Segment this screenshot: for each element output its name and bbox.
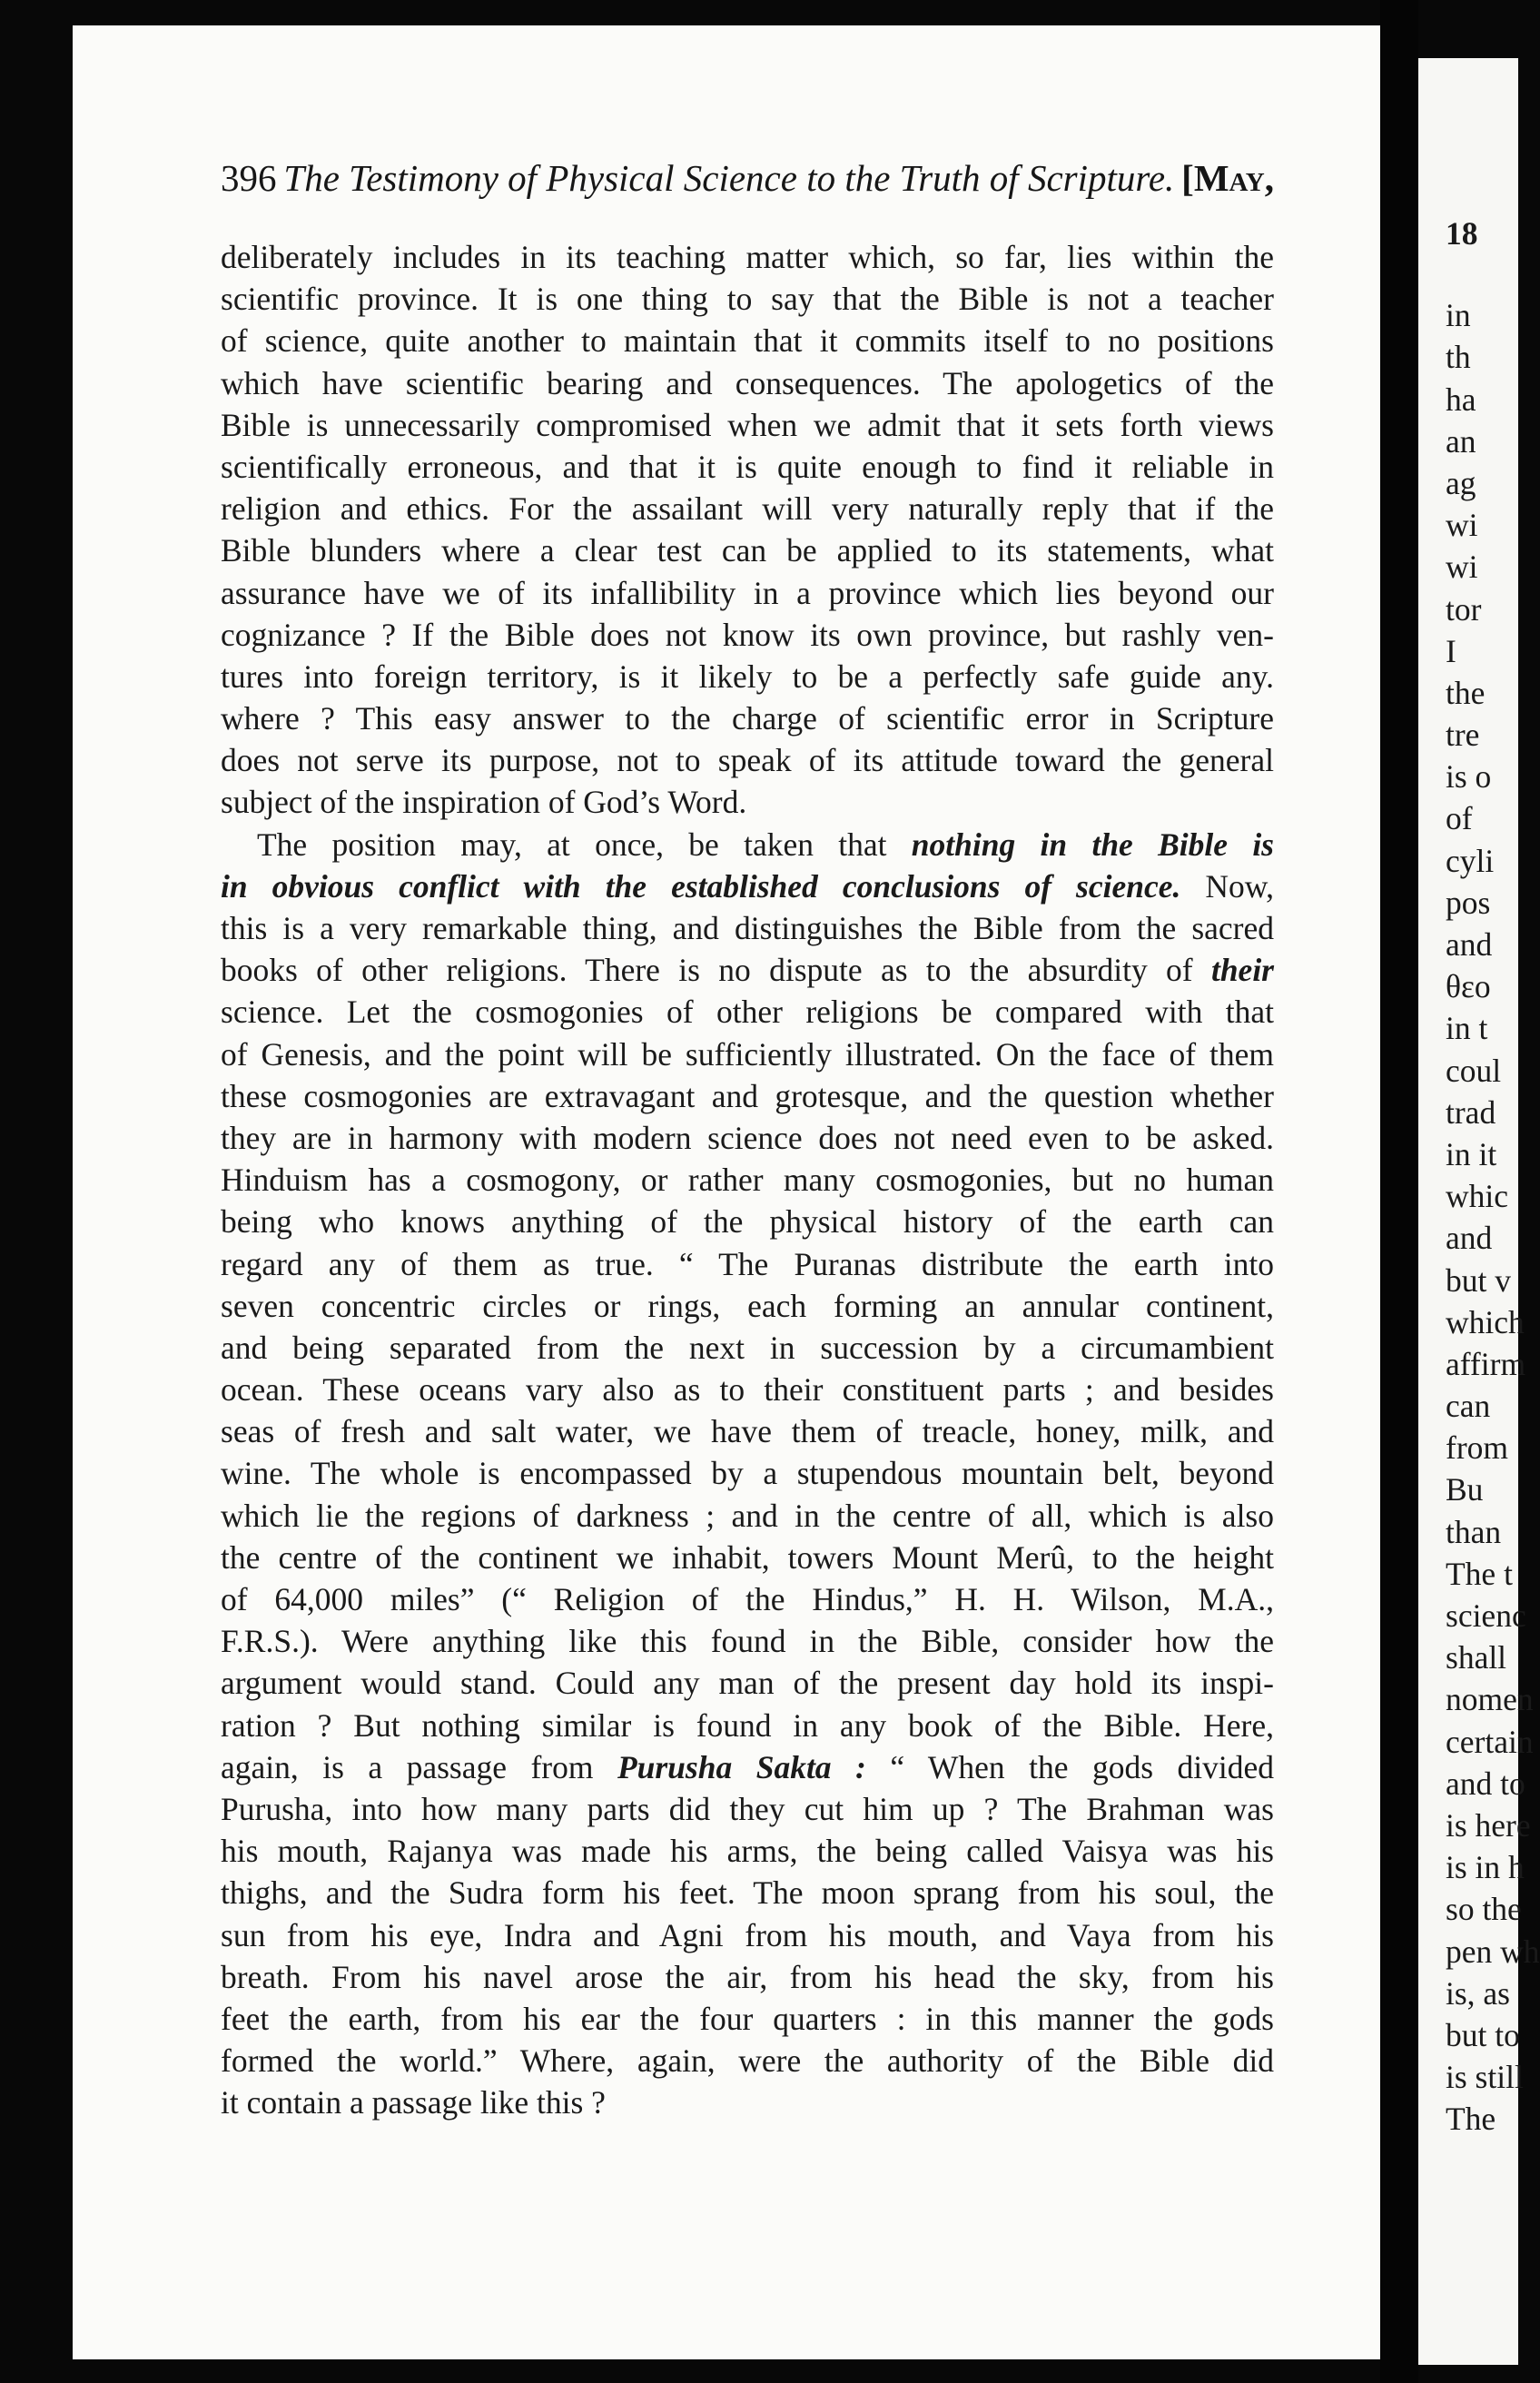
paragraph-1 (221, 236, 1274, 824)
facing-page-text (1446, 213, 1540, 2140)
facing-page-line-fragment: can (1446, 1388, 1491, 1425)
text-line: Bible is unnecessarily compromised when we admit that it sets forth views (221, 406, 1274, 443)
emphasis-run: in obvious conflict with the established conclusions of science. (221, 867, 1181, 905)
text-line (221, 865, 1274, 907)
facing-page-line-fragment: wi (1446, 507, 1478, 544)
text-line: seven concentric circles or rings, each forming an annular continent, (221, 1287, 1274, 1324)
paragraph-2 (221, 824, 1274, 2124)
text-line: his mouth, Rajanya was made his arms, the being called Vaisya was his (221, 1833, 1274, 1870)
text-line: assurance have we of its infallibility in a province which lies beyond our (221, 574, 1274, 611)
text-line (221, 1746, 1274, 1788)
text-line: this is a very remarkable thing, and distinguishes the Bible from the sacred (221, 910, 1274, 946)
text-line: sun from his eye, Indra and Agni from his mouth, and Vaya from his (221, 1916, 1274, 1953)
facing-page-line-fragment: th (1446, 339, 1471, 376)
facing-page-line-fragment: scienc (1446, 1597, 1526, 1634)
text-run: The position may, at once, be taken that (257, 826, 912, 863)
facing-page-line-fragment: in (1446, 297, 1471, 334)
text-line: Hinduism has a cosmogony, or rather many cosmogonies, but no human (221, 1162, 1274, 1199)
text-line: Bible blunders where a clear test can be applied to its statements, what (221, 532, 1274, 569)
facing-page (1418, 58, 1540, 2365)
facing-page-line-fragment: the (1446, 674, 1486, 711)
text-line: feet the earth, from his ear the four quarters : in this manner the gods (221, 2000, 1274, 2037)
facing-page-line-fragment: of (1446, 800, 1473, 837)
facing-page-line-fragment: ag (1446, 464, 1476, 501)
text-line: ration ? But nothing similar is found in any book of the Bible. Here, (221, 1706, 1274, 1744)
facing-page-line-fragment: from (1446, 1429, 1509, 1467)
facing-page-line-fragment: but to (1446, 2016, 1520, 2053)
facing-page-line-fragment: trad (1446, 1093, 1496, 1131)
facing-page-line-fragment: cyli (1446, 842, 1495, 879)
facing-page-line-fragment: The (1446, 2101, 1496, 2138)
facing-page-line-fragment: I (1446, 632, 1456, 669)
facing-page-line-fragment: and (1446, 1220, 1493, 1257)
text-line (221, 824, 1274, 865)
facing-page-line-fragment: and (1446, 926, 1493, 963)
text-line: being who knows anything of the physical history of the earth can (221, 1203, 1274, 1241)
page-gutter (1380, 0, 1418, 2383)
text-line: of Genesis, and the point will be sufficiently illustrated. On the face of them (221, 1035, 1274, 1073)
text-line: cognizance ? If the Bible does not know its own province, but rashly ven- (221, 616, 1274, 653)
facing-page-line-fragment: pos (1446, 884, 1491, 921)
facing-page-line-fragment: tor (1446, 590, 1482, 628)
facing-page-line-fragment: so the (1446, 1891, 1522, 1928)
facing-page-line-fragment: certain (1446, 1723, 1534, 1760)
facing-page-line-fragment: which (1446, 1303, 1525, 1340)
text-line: ocean. These oceans vary also as to their constituent parts ; and besides (221, 1371, 1274, 1409)
text-line: which lie the regions of darkness ; and in the centre of all, which is also (221, 1497, 1274, 1534)
running-title: The Testimony of Physical Science to the Truth of Scripture. (283, 157, 1175, 199)
text-line: where ? This easy answer to the charge of scientific error in Scripture (221, 700, 1274, 737)
facing-page-line-fragment: but v (1446, 1261, 1511, 1299)
facing-page-line-fragment: shall (1446, 1639, 1507, 1676)
emphasis-run: nothing in the Bible is (911, 826, 1274, 863)
emphasis-run: Purusha Sakta : (617, 1748, 866, 1785)
facing-page-line-fragment: an (1446, 422, 1476, 460)
text-line: of 64,000 miles” (“ Religion of the Hindus,” H. H. Wilson, M.A., (221, 1581, 1274, 1617)
text-line: scientific province. It is one thing to say that the Bible is not a teacher (221, 281, 1274, 318)
facing-page-line-fragment: ha (1446, 381, 1476, 418)
page-number: 396 (221, 157, 277, 199)
facing-page-line-fragment: nomen (1446, 1681, 1534, 1718)
facing-page-line-fragment: wi (1446, 549, 1478, 586)
facing-page-line-fragment: is, as (1446, 1974, 1510, 2012)
emphasis-run: their (1210, 952, 1274, 989)
text-line: argument would stand. Could any man of the present day hold its inspi- (221, 1665, 1274, 1702)
text-run: books of other religions. There is no dispute as to the absurdity of (221, 952, 1211, 989)
text-line: Purusha, into how many parts did they cut him up ? The Brahman was (221, 1790, 1274, 1827)
text-line: which have scientific bearing and consequences. The apologetics of the (221, 364, 1274, 401)
text-line: they are in harmony with modern science does not need even to be asked. (221, 1119, 1274, 1156)
facing-page-header-fragment: 18 (1446, 215, 1478, 252)
text-line: breath. From his navel arose the air, from his head the sky, from his (221, 1958, 1274, 1995)
text-line: of science, quite another to maintain that it commits itself to no positions (221, 322, 1274, 360)
facing-page-line-fragment: tre (1446, 717, 1480, 754)
facing-page-line-fragment: in t (1446, 1010, 1488, 1047)
text-line: tures into foreign territory, is it likely to be a perfectly safe guide any. (221, 658, 1274, 695)
text-line: F.R.S.). Were anything like this found in the Bible, consider how the (221, 1623, 1274, 1660)
facing-page-line-fragment: Bu (1446, 1471, 1484, 1508)
facing-page-line-fragment: in it (1446, 1135, 1497, 1172)
text-run: Now, (1180, 867, 1275, 905)
text-line: scientifically erroneous, and that it is quite enough to find it reliable in (221, 448, 1274, 485)
text-run: “ When the gods divided (865, 1748, 1274, 1785)
facing-page-line-fragment: and to (1446, 1765, 1525, 1802)
text-run: again, is a passage from (221, 1748, 617, 1785)
header-month: [May, (1181, 157, 1274, 199)
facing-page-line-fragment: θεο (1446, 968, 1491, 1005)
text-line: science. Let the cosmogonies of other religions be compared with that (221, 994, 1274, 1031)
text-line: regard any of them as true. “ The Puranas distribute the earth into (221, 1245, 1274, 1282)
text-line: and being separated from the next in succession by a circumambient (221, 1329, 1274, 1366)
text-line: subject of the inspiration of God’s Word. (221, 784, 747, 821)
facing-page-line-fragment: than (1446, 1513, 1502, 1550)
text-line: thighs, and the Sudra form his feet. The moon sprang from his soul, the (221, 1874, 1274, 1912)
facing-page-line-fragment: is o (1446, 758, 1492, 796)
facing-page-line-fragment: is here (1446, 1806, 1531, 1844)
text-line: deliberately includes in its teaching matter which, so far, lies within the (221, 239, 1274, 275)
text-line (221, 949, 1274, 991)
facing-page-line-fragment: pen wh (1446, 1933, 1540, 1970)
facing-page-line-fragment: The t (1446, 1555, 1513, 1592)
text-line: religion and ethics. For the assailant will very naturally reply that if the (221, 490, 1274, 528)
text-line: the centre of the continent we inhabit, towers Mount Merû, to the height (221, 1538, 1274, 1576)
text-line: it contain a passage like this ? (221, 2084, 606, 2121)
facing-page-line-fragment: is in h (1446, 1849, 1525, 1886)
body-text (221, 236, 1274, 2123)
text-line: formed the world.” Where, again, were the authority of the Bible did (221, 2042, 1274, 2080)
text-line: does not serve its purpose, not to speak of its attitude toward the general (221, 742, 1274, 779)
facing-page-line-fragment: whic (1446, 1178, 1509, 1215)
text-line: these cosmogonies are extravagant and grotesque, and the question whether (221, 1077, 1274, 1114)
facing-page-line-fragment: affirm (1446, 1345, 1526, 1382)
running-header (221, 156, 1274, 213)
text-line: seas of fresh and salt water, we have them of treacle, honey, milk, and (221, 1413, 1274, 1450)
text-line: wine. The whole is encompassed by a stupendous mountain belt, beyond (221, 1455, 1274, 1492)
facing-page-line-fragment: is still (1446, 2059, 1524, 2096)
facing-page-line-fragment: coul (1446, 1052, 1502, 1089)
